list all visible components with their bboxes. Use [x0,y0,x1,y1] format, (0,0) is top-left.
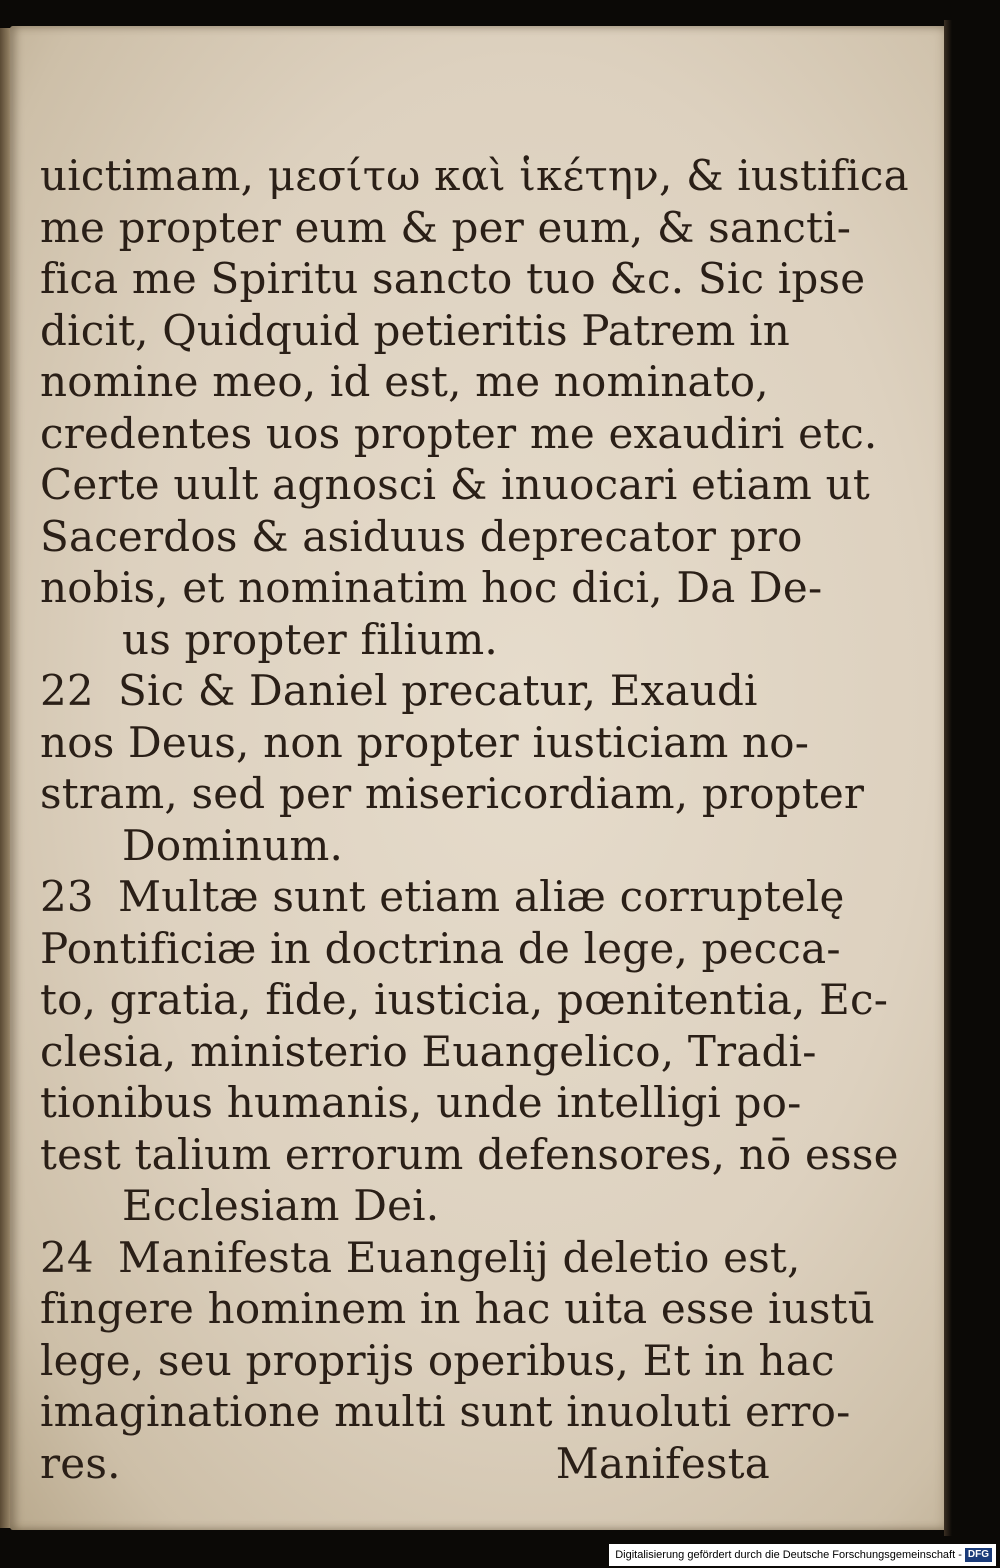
text-line: Sic & Daniel precatur, Exaudi [118,666,758,715]
text-line: uictimam, μεσίτω καὶ ἱκέτην, & iustifica [40,151,909,200]
text-line: us propter filium. [122,614,498,664]
last-line [40,1438,800,1490]
text-line: fica me Spiritu sancto tuo &c. Sic ipse [40,254,866,303]
page-text [40,150,909,1489]
page-gutter-shadow [944,20,952,1536]
text-line: nobis, et nominatim hoc dici, Da De- [40,563,823,612]
text-line: Pontificiæ in doctrina de lege, pecca- [40,923,841,973]
text-line: credentes uos propter me exaudiri etc. [40,408,878,458]
text-line: res. [40,1438,121,1488]
text-line: fingere hominem in hac uita esse iustū [40,1284,876,1333]
paragraph-24-first-line [40,1232,800,1284]
paragraph-number: 23 [40,872,94,921]
paragraph-22-first-line [40,665,800,717]
catchword: Manifesta [555,1438,770,1488]
dfg-logo: DFG [965,1548,992,1562]
text-line: dicit, Quidquid petieritis Patrem in [40,305,790,355]
text-line: nos Deus, non propter iusticiam no- [40,717,810,767]
digitization-credit [609,1544,996,1566]
text-line: test talium errorum defensores, nō esse [40,1129,899,1179]
text-line: lege, seu proprijs operibus, Et in hac [40,1335,835,1385]
text-line: Ecclesiam Dei. [122,1181,440,1230]
text-line: tionibus humanis, unde intelligi po- [40,1078,802,1127]
text-line: Manifesta Euangelij deletio est, [118,1232,801,1282]
text-line: Sacerdos & asiduus deprecator pro [40,511,803,561]
credit-text: Digitalisierung gefördert durch die Deutsche Forschungsgemeinschaft - [615,1549,962,1561]
paragraph-number: 24 [40,1232,94,1282]
text-line: Dominum. [122,820,344,870]
text-line: imaginatione multi sunt inuoluti erro- [40,1387,851,1436]
text-line: nomine meo, id est, me nominato, [40,357,769,406]
text-line: stram, sed per misericordiam, propter [40,769,865,818]
text-line: Multæ sunt etiam aliæ corruptelę [118,872,845,921]
text-line: Certe uult agnosci & inuocari etiam ut [40,460,870,509]
text-line: me propter eum & per eum, & sancti- [40,202,852,252]
text-line: clesia, ministerio Euangelico, Tradi- [40,1026,817,1076]
text-line: to, gratia, fide, iusticia, pœnitentia, Ec- [40,975,889,1024]
paragraph-23-first-line [40,871,845,923]
paragraph-number: 22 [40,666,94,715]
